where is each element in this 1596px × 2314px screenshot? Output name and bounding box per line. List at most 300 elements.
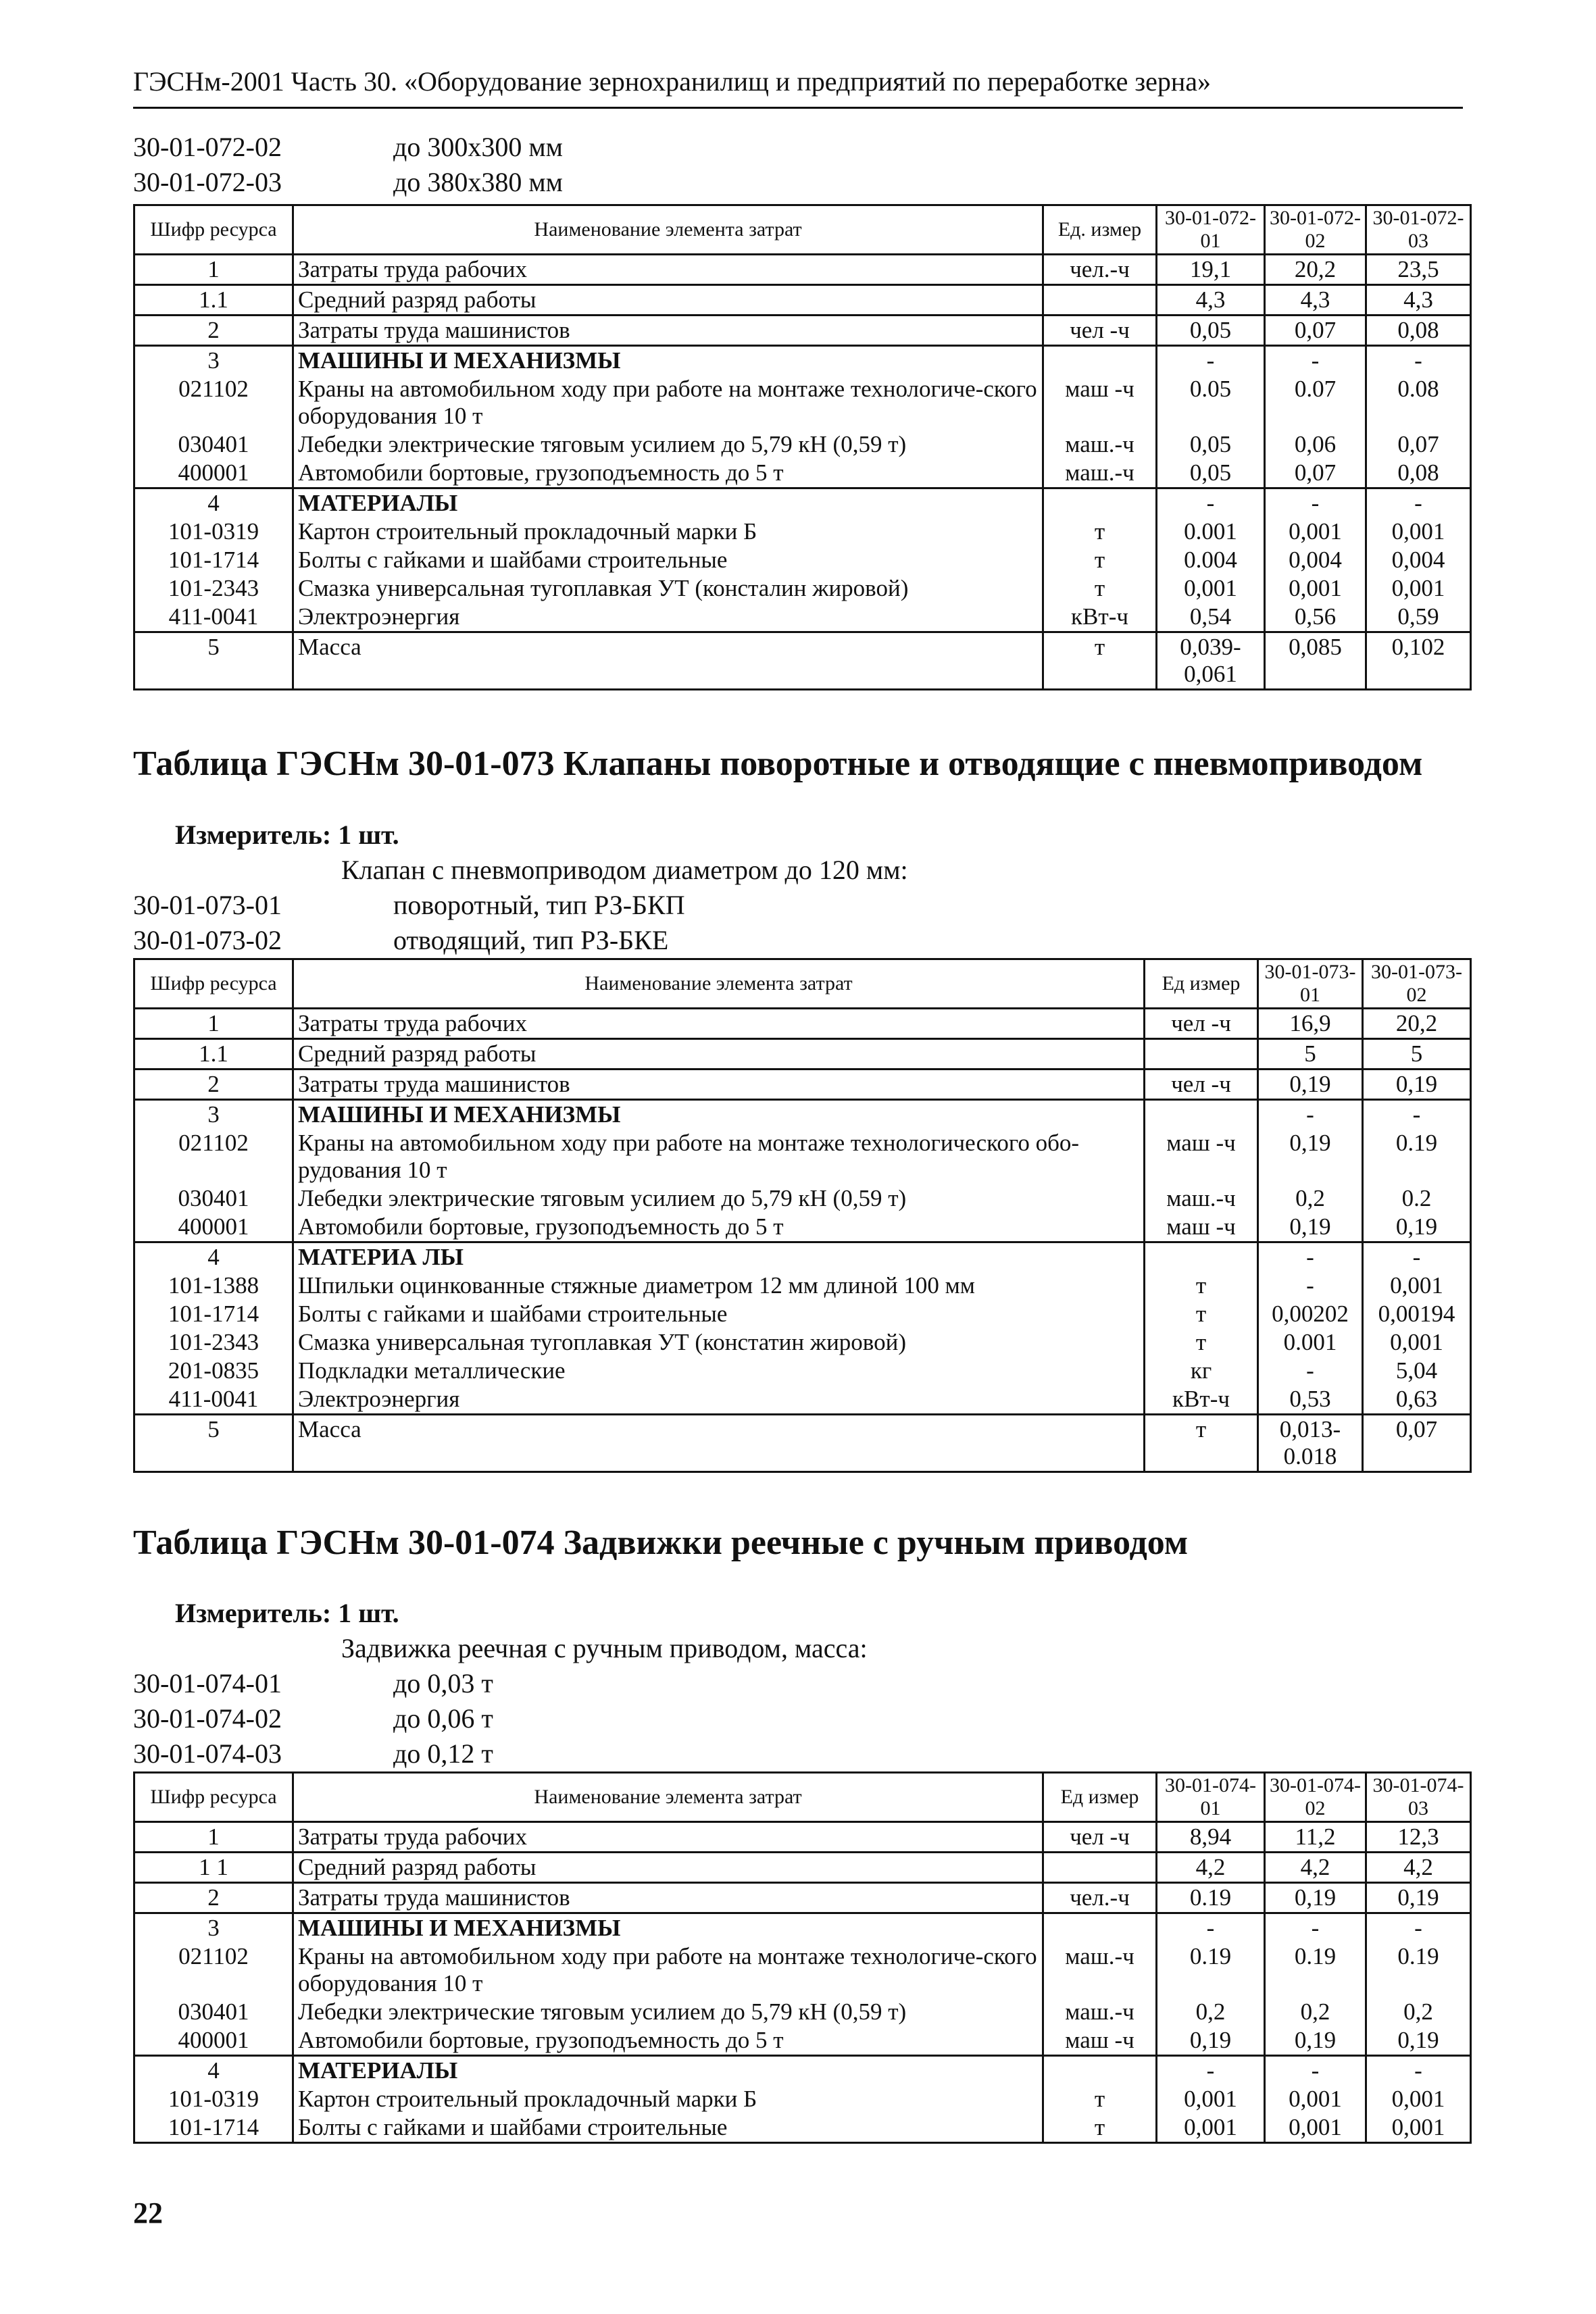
- cell-value: 0,19: [1258, 1070, 1363, 1100]
- column-header-unit: Ед измер: [1043, 1773, 1157, 1822]
- table-title: Таблица ГЭСНм 30-01-074 Задвижки реечные с ручным приводом: [133, 1524, 1189, 1562]
- cell-unit: [1145, 1039, 1258, 1070]
- cell-code: 411-0041: [134, 603, 293, 632]
- table-row: [134, 488, 1471, 518]
- cell-value: 0,2: [1157, 1998, 1265, 2026]
- cell-code: 4: [134, 2056, 293, 2086]
- column-header-value: 30-01-074-03: [1366, 1773, 1471, 1822]
- cell-name: Шпильки оцинкованные стяжные диаметром 12 мм длиной 100 мм: [293, 1272, 1145, 1300]
- cell-name: Затраты труда машинистов: [293, 1070, 1145, 1100]
- norm-code: 30-01-073-02: [133, 925, 282, 955]
- cell-value: 12,3: [1366, 1822, 1471, 1853]
- cell-value: 0,001: [1265, 518, 1366, 546]
- cell-code: 3: [134, 1913, 293, 1943]
- cell-name: Лебедки электрические тяговым усилием до 5,79 кН (0,59 т): [293, 1998, 1043, 2026]
- cell-value: -: [1366, 2056, 1471, 2086]
- cell-value: 0,001: [1265, 2113, 1366, 2143]
- table-header-row: [134, 959, 1471, 1009]
- cell-value: 0,001: [1363, 1328, 1471, 1357]
- cell-name: Масса: [293, 632, 1043, 690]
- cell-value: 0.001: [1157, 518, 1265, 546]
- cell-value: 23,5: [1366, 255, 1471, 285]
- cell-value: 19,1: [1157, 255, 1265, 285]
- cell-value: 0,001: [1157, 574, 1265, 603]
- norm-code: 30-01-074-02: [133, 1703, 282, 1734]
- table-header-row: [134, 1773, 1471, 1822]
- cell-value: 0.001: [1258, 1328, 1363, 1357]
- norm-desc: до 380x380 мм: [393, 167, 563, 197]
- cell-value: -: [1258, 1272, 1363, 1300]
- cell-name: Средний разряд работы: [293, 1039, 1145, 1070]
- column-header-value: 30-01-074-02: [1265, 1773, 1366, 1822]
- cell-value: -: [1157, 2056, 1265, 2086]
- cell-code: 101-2343: [134, 574, 293, 603]
- cell-name: Смазка универсальная тугоплавкая УТ (констатин жировой): [293, 1328, 1145, 1357]
- cell-name: Краны на автомобильном ходу при работе на монтаже технологиче-ского оборудования 10 т: [293, 375, 1043, 430]
- cell-name: Смазка универсальная тугоплавкая УТ (консталин жировой): [293, 574, 1043, 603]
- cell-code: 4: [134, 1242, 293, 1272]
- cell-name: Затраты труда рабочих: [293, 1822, 1043, 1853]
- cell-unit: т: [1043, 518, 1157, 546]
- cell-unit: чел.-ч: [1043, 255, 1157, 285]
- cell-code: 030401: [134, 430, 293, 459]
- cell-unit: [1043, 488, 1157, 518]
- norm-desc: до 0,06 т: [393, 1703, 493, 1734]
- cell-value: 0.19: [1157, 1883, 1265, 1913]
- table-row: [134, 2056, 1471, 2086]
- meter-value: 1 шт.: [338, 820, 399, 850]
- table-row: [134, 546, 1471, 574]
- cell-name: Автомобили бортовые, грузоподъемность до 5 т: [293, 459, 1043, 488]
- cell-value: -: [1265, 1913, 1366, 1943]
- cell-value: -: [1157, 1913, 1265, 1943]
- cell-value: 4,3: [1157, 285, 1265, 316]
- cell-value: 0,004: [1366, 546, 1471, 574]
- cell-value: 0.2: [1363, 1184, 1471, 1213]
- table-row: [134, 1070, 1471, 1100]
- cell-name: Болты с гайками и шайбами строительные: [293, 2113, 1043, 2143]
- cell-value: 0,001: [1366, 574, 1471, 603]
- cell-unit: чел -ч: [1043, 316, 1157, 346]
- cell-code: 2: [134, 1070, 293, 1100]
- cell-unit: маш -ч: [1145, 1213, 1258, 1242]
- cell-code: 030401: [134, 1998, 293, 2026]
- column-header-code: Шифр ресурса: [134, 205, 293, 255]
- table-30-01-074: [133, 1771, 1472, 2144]
- cell-unit: [1043, 1913, 1157, 1943]
- cell-name: МАШИНЫ И МЕХАНИЗМЫ: [293, 1100, 1145, 1130]
- code-line: [133, 888, 908, 923]
- cell-value: 0,00194: [1363, 1300, 1471, 1328]
- cell-value: -: [1258, 1357, 1363, 1385]
- cell-value: 0.19: [1157, 1942, 1265, 1998]
- cell-unit: чел -ч: [1145, 1070, 1258, 1100]
- table-row: [134, 518, 1471, 546]
- table-row: [134, 632, 1471, 690]
- meter-value: 1 шт.: [338, 1598, 399, 1628]
- column-header-value: 30-01-073-02: [1363, 959, 1471, 1009]
- cell-value: 0,2: [1265, 1998, 1366, 2026]
- cell-unit: маш.-ч: [1145, 1184, 1258, 1213]
- cell-value: 0,2: [1366, 1998, 1471, 2026]
- cell-value: 0.004: [1157, 546, 1265, 574]
- cell-name: Средний разряд работы: [293, 285, 1043, 316]
- cell-value: 0,06: [1265, 430, 1366, 459]
- cell-value: 5: [1258, 1039, 1363, 1070]
- cell-name: Краны на автомобильном ходу при работе на монтаже технологиче-ского оборудования 10 т: [293, 1942, 1043, 1998]
- cell-value: 0.19: [1366, 1942, 1471, 1998]
- norm-code: 30-01-074-03: [133, 1738, 282, 1769]
- column-header-value: 30-01-073-01: [1258, 959, 1363, 1009]
- cell-code: 201-0835: [134, 1357, 293, 1385]
- cell-name: МАТЕРИАЛЫ: [293, 2056, 1043, 2086]
- cell-value: 4,3: [1366, 285, 1471, 316]
- table-row: [134, 2026, 1471, 2056]
- code-line: [133, 923, 908, 958]
- cell-value: -: [1366, 1913, 1471, 1943]
- cell-code: 400001: [134, 2026, 293, 2056]
- cell-unit: т: [1043, 546, 1157, 574]
- cell-name: МАШИНЫ И МЕХАНИЗМЫ: [293, 1913, 1043, 1943]
- running-header: ГЭСНм-2001 Часть 30. «Оборудование зернохранилищ и предприятий по переработке зерна»: [133, 66, 1463, 109]
- cell-code: 5: [134, 632, 293, 690]
- table-row: [134, 285, 1471, 316]
- table-row: [134, 1328, 1471, 1357]
- cell-code: 021102: [134, 1942, 293, 1998]
- cell-unit: маш.-ч: [1043, 430, 1157, 459]
- cell-code: 4: [134, 488, 293, 518]
- column-header-unit: Ед. измер: [1043, 205, 1157, 255]
- cell-unit: т: [1043, 574, 1157, 603]
- cell-value: 0,19: [1363, 1070, 1471, 1100]
- cell-code: 101-1714: [134, 546, 293, 574]
- cell-name: Лебедки электрические тяговым усилием до 5,79 кН (0,59 т): [293, 430, 1043, 459]
- table-row: [134, 1039, 1471, 1070]
- column-header-code: Шифр ресурса: [134, 959, 293, 1009]
- cell-unit: чел.-ч: [1043, 1883, 1157, 1913]
- cell-name: Болты с гайками и шайбами строительные: [293, 546, 1043, 574]
- cell-value: 0,08: [1366, 316, 1471, 346]
- cell-value: 4,2: [1366, 1853, 1471, 1883]
- cell-value: 0,05: [1157, 459, 1265, 488]
- cell-unit: [1043, 346, 1157, 376]
- column-header-value: 30-01-072-01: [1157, 205, 1265, 255]
- cell-code: 1 1: [134, 1853, 293, 1883]
- cell-value: 0,19: [1258, 1213, 1363, 1242]
- cell-unit: т: [1043, 2085, 1157, 2113]
- cell-value: -: [1258, 1242, 1363, 1272]
- cell-code: 1: [134, 1009, 293, 1039]
- table-row: [134, 1242, 1471, 1272]
- cell-name: Картон строительный прокладочный марки Б: [293, 2085, 1043, 2113]
- cell-unit: т: [1043, 2113, 1157, 2143]
- cell-value: 0,001: [1157, 2085, 1265, 2113]
- cell-value: -: [1366, 346, 1471, 376]
- column-header-code: Шифр ресурса: [134, 1773, 293, 1822]
- cell-value: 0,07: [1363, 1415, 1471, 1472]
- cell-value: 5: [1363, 1039, 1471, 1070]
- cell-value: 0,53: [1258, 1385, 1363, 1415]
- table-row: [134, 1883, 1471, 1913]
- cell-code: 3: [134, 346, 293, 376]
- table-row: [134, 1853, 1471, 1883]
- cell-code: 400001: [134, 1213, 293, 1242]
- cell-unit: т: [1043, 632, 1157, 690]
- cell-unit: чел -ч: [1043, 1822, 1157, 1853]
- cell-name: Автомобили бортовые, грузоподъемность до 5 т: [293, 1213, 1145, 1242]
- cell-value: 0,07: [1366, 430, 1471, 459]
- code-line: [133, 165, 563, 200]
- cell-name: Электроэнергия: [293, 603, 1043, 632]
- cell-value: 4,2: [1265, 1853, 1366, 1883]
- cell-code: 030401: [134, 1184, 293, 1213]
- cell-value: 0,2: [1258, 1184, 1363, 1213]
- cell-value: 0.19: [1363, 1129, 1471, 1184]
- cell-value: 0,19: [1366, 2026, 1471, 2056]
- cell-unit: маш.-ч: [1043, 459, 1157, 488]
- cell-unit: маш.-ч: [1043, 1998, 1157, 2026]
- code-line: [133, 1666, 868, 1701]
- cell-unit: т: [1145, 1300, 1258, 1328]
- cell-value: 0,08: [1366, 459, 1471, 488]
- cell-value: 4,2: [1157, 1853, 1265, 1883]
- cell-name: Затраты труда машинистов: [293, 316, 1043, 346]
- cell-value: 0,001: [1366, 2085, 1471, 2113]
- table-row: [134, 1213, 1471, 1242]
- cell-value: 5,04: [1363, 1357, 1471, 1385]
- column-header-name: Наименование элемента затрат: [293, 959, 1145, 1009]
- table-row: [134, 574, 1471, 603]
- cell-value: 0,085: [1265, 632, 1366, 690]
- cell-value: 0,63: [1363, 1385, 1471, 1415]
- cell-code: 3: [134, 1100, 293, 1130]
- code-line: [133, 1701, 868, 1736]
- cell-value: 0,05: [1157, 430, 1265, 459]
- table-row: [134, 1009, 1471, 1039]
- table-row: [134, 1385, 1471, 1415]
- table-row: [134, 1415, 1471, 1472]
- cell-value: 0.05: [1157, 375, 1265, 430]
- cell-unit: т: [1145, 1272, 1258, 1300]
- cell-unit: т: [1145, 1328, 1258, 1357]
- cell-value: 16,9: [1258, 1009, 1363, 1039]
- cell-value: 0,07: [1265, 459, 1366, 488]
- table-row: [134, 430, 1471, 459]
- meter-label: Измеритель:: [175, 820, 332, 850]
- cell-name: Затраты труда рабочих: [293, 255, 1043, 285]
- cell-name: МАТЕРИА ЛЫ: [293, 1242, 1145, 1272]
- cell-value: 20,2: [1265, 255, 1366, 285]
- cell-code: 1.1: [134, 1039, 293, 1070]
- code-line: [133, 130, 563, 165]
- cell-value: 0,56: [1265, 603, 1366, 632]
- cell-unit: кг: [1145, 1357, 1258, 1385]
- cell-name: Масса: [293, 1415, 1145, 1472]
- cell-code: 1: [134, 255, 293, 285]
- cell-value: 0,001: [1366, 518, 1471, 546]
- cell-unit: [1145, 1100, 1258, 1130]
- table-row: [134, 603, 1471, 632]
- meter-line: [133, 818, 908, 853]
- cell-value: 0,001: [1366, 2113, 1471, 2143]
- cell-value: 0,19: [1265, 1883, 1366, 1913]
- cell-value: 0,013-0.018: [1258, 1415, 1363, 1472]
- cell-unit: [1145, 1242, 1258, 1272]
- cell-value: -: [1363, 1100, 1471, 1130]
- table-row: [134, 1184, 1471, 1213]
- cell-name: Средний разряд работы: [293, 1853, 1043, 1883]
- norm-code: 30-01-073-01: [133, 890, 282, 920]
- cell-name: Затраты труда машинистов: [293, 1883, 1043, 1913]
- cell-value: 4,3: [1265, 285, 1366, 316]
- table-title: Таблица ГЭСНм 30-01-073 Клапаны поворотные и отводящие с пневмоприводом: [133, 745, 1423, 783]
- cell-value: 0,001: [1265, 574, 1366, 603]
- meter-label: Измеритель:: [175, 1598, 332, 1628]
- cell-value: 0,001: [1157, 2113, 1265, 2143]
- cell-code: 101-0319: [134, 2085, 293, 2113]
- table-row: [134, 1357, 1471, 1385]
- cell-value: 8,94: [1157, 1822, 1265, 1853]
- cell-name: Краны на автомобильном ходу при работе на монтаже технологического обо-рудования 10 т: [293, 1129, 1145, 1184]
- column-header-name: Наименование элемента затрат: [293, 1773, 1043, 1822]
- table-row: [134, 1300, 1471, 1328]
- norm-desc: до 0,12 т: [393, 1738, 493, 1769]
- cell-value: 0,19: [1366, 1883, 1471, 1913]
- intro-line: Клапан с пневмоприводом диаметром до 120 мм:: [341, 855, 908, 885]
- block2-meta: [133, 818, 908, 958]
- cell-value: 0,004: [1265, 546, 1366, 574]
- cell-code: 1.1: [134, 285, 293, 316]
- block3-meta: [133, 1596, 868, 1771]
- cell-name: Автомобили бортовые, грузоподъемность до 5 т: [293, 2026, 1043, 2056]
- cell-unit: кВт-ч: [1043, 603, 1157, 632]
- table-row: [134, 1129, 1471, 1184]
- cell-value: 20,2: [1363, 1009, 1471, 1039]
- cell-value: 0,05: [1157, 316, 1265, 346]
- norm-desc: отводящий, тип РЗ-БКЕ: [393, 925, 669, 955]
- table-row: [134, 459, 1471, 488]
- cell-value: 0.07: [1265, 375, 1366, 430]
- cell-unit: маш -ч: [1043, 375, 1157, 430]
- column-header-value: 30-01-072-03: [1366, 205, 1471, 255]
- table-row: [134, 1100, 1471, 1130]
- cell-unit: маш.-ч: [1043, 1942, 1157, 1998]
- table-row: [134, 1822, 1471, 1853]
- meter-line: [133, 1596, 868, 1631]
- cell-code: 5: [134, 1415, 293, 1472]
- cell-value: 0,19: [1363, 1213, 1471, 1242]
- cell-value: -: [1265, 2056, 1366, 2086]
- table-row: [134, 255, 1471, 285]
- cell-value: 0,001: [1363, 1272, 1471, 1300]
- norm-code: 30-01-072-02: [133, 132, 282, 162]
- cell-name: МАТЕРИАЛЫ: [293, 488, 1043, 518]
- cell-code: 2: [134, 316, 293, 346]
- intro-line: Задвижка реечная с ручным приводом, масса:: [341, 1633, 868, 1663]
- cell-value: 0,54: [1157, 603, 1265, 632]
- cell-value: 0.08: [1366, 375, 1471, 430]
- cell-value: 0,102: [1366, 632, 1471, 690]
- table-row: [134, 346, 1471, 376]
- table-row: [134, 375, 1471, 430]
- cell-value: 0,19: [1265, 2026, 1366, 2056]
- table-row: [134, 1913, 1471, 1943]
- table-header-row: [134, 205, 1471, 255]
- cell-unit: [1043, 1853, 1157, 1883]
- table-30-01-072: [133, 204, 1472, 690]
- cell-code: 101-2343: [134, 1328, 293, 1357]
- column-header-value: 30-01-072-02: [1265, 205, 1366, 255]
- page-number: 22: [133, 2196, 163, 2230]
- table-row: [134, 1272, 1471, 1300]
- cell-code: 101-1714: [134, 2113, 293, 2143]
- cell-code: 101-1388: [134, 1272, 293, 1300]
- table-30-01-073: [133, 958, 1472, 1473]
- cell-name: Затраты труда рабочих: [293, 1009, 1145, 1039]
- norm-code: 30-01-074-01: [133, 1668, 282, 1699]
- cell-value: 0,001: [1265, 2085, 1366, 2113]
- table-row: [134, 1998, 1471, 2026]
- cell-value: 0.19: [1265, 1942, 1366, 1998]
- cell-code: 101-1714: [134, 1300, 293, 1328]
- cell-value: -: [1265, 346, 1366, 376]
- cell-code: 1: [134, 1822, 293, 1853]
- cell-code: 101-0319: [134, 518, 293, 546]
- cell-value: -: [1363, 1242, 1471, 1272]
- cell-value: 0,00202: [1258, 1300, 1363, 1328]
- table-row: [134, 1942, 1471, 1998]
- cell-value: 0,19: [1258, 1129, 1363, 1184]
- cell-name: Электроэнергия: [293, 1385, 1145, 1415]
- cell-value: -: [1157, 346, 1265, 376]
- code-line: [133, 1736, 868, 1771]
- cell-code: 400001: [134, 459, 293, 488]
- cell-value: 0,039-0,061: [1157, 632, 1265, 690]
- cell-code: 021102: [134, 1129, 293, 1184]
- cell-value: 0,19: [1157, 2026, 1265, 2056]
- cell-unit: [1043, 285, 1157, 316]
- table-row: [134, 2085, 1471, 2113]
- cell-value: -: [1265, 488, 1366, 518]
- column-header-unit: Ед измер: [1145, 959, 1258, 1009]
- column-header-value: 30-01-074-01: [1157, 1773, 1265, 1822]
- cell-name: Болты с гайками и шайбами строительные: [293, 1300, 1145, 1328]
- cell-name: Картон строительный прокладочный марки Б: [293, 518, 1043, 546]
- cell-value: -: [1258, 1100, 1363, 1130]
- cell-code: 2: [134, 1883, 293, 1913]
- cell-unit: маш -ч: [1043, 2026, 1157, 2056]
- cell-value: -: [1366, 488, 1471, 518]
- cell-value: -: [1157, 488, 1265, 518]
- cell-value: 0,59: [1366, 603, 1471, 632]
- cell-code: 021102: [134, 375, 293, 430]
- cell-value: 0,07: [1265, 316, 1366, 346]
- cell-name: Подкладки металлические: [293, 1357, 1145, 1385]
- cell-name: МАШИНЫ И МЕХАНИЗМЫ: [293, 346, 1043, 376]
- norm-desc: до 300x300 мм: [393, 132, 563, 162]
- cell-unit: [1043, 2056, 1157, 2086]
- norm-desc: поворотный, тип РЗ-БКП: [393, 890, 685, 920]
- cell-value: 11,2: [1265, 1822, 1366, 1853]
- table-row: [134, 2113, 1471, 2143]
- norm-desc: до 0,03 т: [393, 1668, 493, 1699]
- cell-unit: маш -ч: [1145, 1129, 1258, 1184]
- block1-code-list: [133, 130, 563, 200]
- cell-unit: т: [1145, 1415, 1258, 1472]
- norm-code: 30-01-072-03: [133, 167, 282, 197]
- cell-unit: кВт-ч: [1145, 1385, 1258, 1415]
- table-row: [134, 316, 1471, 346]
